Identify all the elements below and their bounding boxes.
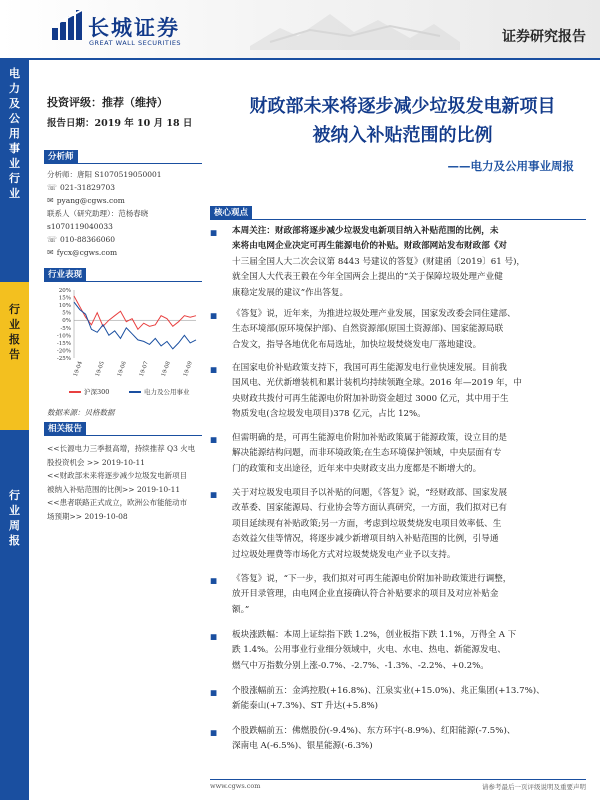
bullet-icon: ■: [210, 435, 218, 444]
legend-item-hs300: 沪深300: [69, 387, 109, 396]
paragraph-line: 就全国人大代表王毅在今年全国两会上提出的“关于保障垃圾处理产业健: [232, 272, 503, 283]
side-band-weekly: 行 业 周 报: [9, 489, 20, 547]
bullet-icon: ■: [210, 228, 218, 237]
page-header: [0, 0, 600, 58]
report-type-label: 证券研究报告: [502, 29, 586, 45]
bullet-icon: ■: [210, 632, 218, 641]
y-tick-label: -5%: [60, 325, 71, 332]
phone-icon: ☏: [47, 183, 58, 192]
legend-item-utilities: 电力及公用事业: [129, 387, 190, 396]
paragraph-waste-power: [210, 486, 586, 566]
paragraph-line: 《答复》说，近年来，为推进垃圾处理产业发展，国家发改委会同住建部、: [232, 309, 516, 319]
paragraph-reply: [210, 307, 586, 355]
paragraph-line: 板块涨跌幅：本周上证综指下跌 1.2%，创业板指下跌 1.1%，万得全 A 下: [232, 630, 517, 640]
paragraph-line: 生态环境部(原环境保护部)、自然资源部(原国土资源部)、国家能源局联: [232, 324, 504, 335]
related-heading-label: 相关报告: [44, 422, 86, 436]
paragraph-line: 改革委、国家能源局、行业协会等方面认真研究，一方面，我们拟对已有: [232, 503, 508, 514]
y-tick-label: -20%: [56, 348, 71, 355]
paragraph-line: 个股涨幅前五：金鸿控股(+16.8%)、江泉实业(+15.0%)、兆正集团(+13.7%)、: [232, 686, 545, 696]
paragraph-line: 但需明确的是，可再生能源电价附加补贴政策属于能源政策，设立目的是: [232, 433, 508, 443]
side-category-band: [0, 60, 29, 800]
related-report-line[interactable]: 场预期>> 2019-10-08: [47, 511, 128, 521]
paragraph-line: 跌 1.4%。公用事业行业细分领域中，火电、水电、热电、新能源发电、: [232, 645, 506, 656]
y-tick-label: -15%: [56, 340, 71, 347]
paragraph-line: 新能泰山(+7.3%)、ST 升达(+5.8%): [232, 701, 378, 712]
bullet-icon: ■: [210, 490, 218, 499]
paragraph-line: 本周关注：财政部将逐步减少垃圾发电新项目纳入补贴范围的比例，未: [232, 226, 499, 236]
contact-line[interactable]: ✉ pyang@cgws.com: [47, 196, 125, 205]
bullet-icon: ■: [210, 576, 218, 585]
related-report-line[interactable]: 被纳入补贴范围的比例>> 2019-10-11: [47, 484, 181, 494]
paragraph-line: 国风电、光伏新增装机和累计装机均持续领跑全球。2016 年—2019 年，中: [232, 378, 522, 389]
paragraph-line: 十三届全国人大二次会议第 8443 号建议的答复》(财建函〔2019〕61 号)，: [232, 256, 526, 267]
report-subtitle: ——电力及公用事业周报: [447, 159, 574, 173]
bullet-icon: ■: [210, 728, 218, 737]
analyst-heading-label: 分析师: [44, 150, 78, 164]
y-tick-label: 5%: [62, 310, 71, 317]
analyst-section-heading: [44, 150, 202, 164]
great-wall-logo-icon: [52, 10, 82, 40]
x-tick-label: 19-09: [182, 360, 194, 378]
industry-trend-chart: [44, 286, 202, 401]
trend-section-heading: [44, 268, 202, 282]
related-reports-list[interactable]: [47, 442, 205, 524]
bullet-icon: ■: [210, 365, 218, 374]
contact-line: s1070119040033: [47, 222, 113, 231]
paragraph-line: 态效益欠佳等情况，将逐步减少新增项目纳入补贴范围的比例，引导通: [232, 534, 499, 545]
paragraph-line: 康稳定发展的建议”作出答复。: [232, 287, 349, 298]
contact-line[interactable]: ✉ fycx@cgws.com: [47, 248, 118, 257]
x-tick-label: 19-08: [160, 360, 172, 378]
phone-icon: ☏: [47, 235, 58, 244]
bullet-icon: ■: [210, 311, 218, 320]
paragraph-line: 来将由电网企业决定可再生能源电价的补贴。财政部网站发布财政部《对: [232, 241, 508, 252]
y-tick-label: 20%: [58, 288, 71, 294]
paragraph-subsidy: [210, 361, 586, 426]
footer-website[interactable]: www.cgws.com: [210, 782, 261, 790]
header-divider: [0, 58, 600, 60]
paragraph-line: 门的政策和支出途径，近年来中央财政支出力度都是不断增大的。: [232, 463, 482, 474]
paragraph-line: 过垃圾处理费等市场化方式对垃圾焚烧发电产业予以支持。: [232, 549, 456, 560]
contact-line: 分析师：唐阳 S1070519050001: [47, 170, 162, 179]
mail-icon: ✉: [47, 196, 54, 205]
series-line-1: [74, 302, 196, 349]
contact-line: ☏ 021-31829703: [47, 183, 116, 192]
paragraph-line: 在国家电价补贴政策支持下，我国可再生能源发电行业快速发展。目前我: [232, 363, 508, 373]
analyst-contacts: [47, 168, 205, 259]
report-title: [210, 92, 595, 150]
contact-line: ☏ 010-88366060: [47, 235, 116, 244]
x-tick-label: 19-05: [94, 360, 106, 378]
side-band-industry: 电 力 及 公 用 事 业 行 业: [9, 67, 20, 200]
x-tick-label: 19-04: [72, 360, 84, 378]
paragraph-line: 央财政共拨付可再生能源电价附加补助资金超过 3000 亿元，其中用于生: [232, 393, 509, 404]
brand-name-cn: 长城证券: [88, 16, 180, 40]
report-title-line1: 财政部未来将逐步减少垃圾发电新项目: [249, 96, 556, 117]
trend-heading-label: 行业表现: [44, 268, 86, 282]
paragraph-focus: [210, 224, 586, 302]
great-wall-watermark-icon: [250, 6, 460, 50]
trend-chart-svg: [44, 286, 202, 386]
core-view-label: 核心观点: [210, 206, 252, 220]
brand-name-en: GREAT WALL SECURITIES: [89, 39, 182, 47]
paragraph-line: 个股跌幅前五：佛燃股份(-9.4%)、东方环宇(-8.9%)、红阳能源(-7.5%)、: [232, 726, 516, 736]
related-report-line[interactable]: <<长源电力三季报高增，持续推荐 Q3 火电: [47, 444, 196, 453]
chart-legend: [47, 387, 205, 399]
related-section-heading: [44, 422, 202, 436]
paragraph-line: 深南电 A(-6.5%)、银星能源(-6.3%): [232, 741, 373, 752]
paragraph-line: 合发文，指导各地优化布局选址，加快垃圾焚烧发电厂落地建设。: [232, 339, 482, 350]
contact-line: 联系人（研究助理）：范杨春晓: [47, 209, 149, 218]
y-tick-label: 0%: [62, 318, 71, 325]
paragraph-next-step: [210, 572, 586, 625]
side-band-report-type: 行 业 报 告: [9, 303, 20, 361]
paragraph-line: 放开目录管理，由电网企业直接确认符合补贴要求的项目及对应补贴金: [232, 589, 499, 600]
related-report-line[interactable]: <<财政部未来将逐步减少垃圾发电新项目: [47, 471, 188, 481]
y-tick-label: 15%: [58, 295, 71, 302]
paragraph-line: 《答复》说，“下一步，我们拟对可再生能源电价附加补助政策进行调整，: [232, 574, 512, 584]
core-view-heading: [210, 206, 586, 220]
paragraph-top-losers: [210, 724, 586, 757]
footer-divider: [210, 779, 586, 780]
x-tick-label: 19-06: [116, 360, 128, 378]
paragraph-line: 燃气中万指数分别上涨-0.7%、-2.7%、-1.3%、-2.2%、+0.2%。: [232, 660, 489, 671]
footer-disclaimer: 请参考最后一页评级说明及重要声明: [482, 783, 586, 791]
related-report-line[interactable]: 股投资机会 >> 2019-10-11: [47, 457, 146, 467]
paragraph-top-gainers: [210, 684, 586, 717]
paragraph-line: 额。”: [232, 604, 250, 615]
brand-logo: [52, 10, 242, 52]
paragraph-sector-move: [210, 628, 586, 678]
y-tick-label: 10%: [58, 303, 71, 310]
paragraph-line: 项目延续现有补贴政策;另一方面，考虑到垃圾焚烧发电项目效率低、生: [232, 518, 502, 529]
investment-rating: 投资评级：推荐（维持）: [47, 96, 168, 109]
paragraph-policy: [210, 431, 586, 481]
series-line-0: [74, 296, 196, 329]
paragraph-line: 物质发电(含垃圾发电项目)378 亿元，占比 12%。: [232, 409, 426, 420]
chart-data-source: 数据来源：贝格数据: [47, 408, 115, 417]
report-date: 报告日期：2019 年 10 月 18 日: [47, 118, 193, 129]
report-title-line2: 被纳入补贴范围的比例: [312, 125, 493, 146]
paragraph-line: 解决能源结构问题，而非环境政策;在生态环境保护领域，中央层面有专: [232, 448, 502, 459]
bullet-icon: ■: [210, 688, 218, 697]
x-tick-label: 19-07: [138, 360, 150, 378]
y-tick-label: -25%: [56, 356, 71, 362]
mail-icon: ✉: [47, 248, 54, 257]
paragraph-line: 关于对垃圾发电项目予以补贴的问题，《答复》说，“经财政部、国家发展: [232, 488, 508, 498]
y-tick-label: -10%: [56, 333, 71, 340]
related-report-line[interactable]: <<患者联路正式成立，欧洲公布能能动市: [47, 498, 188, 508]
